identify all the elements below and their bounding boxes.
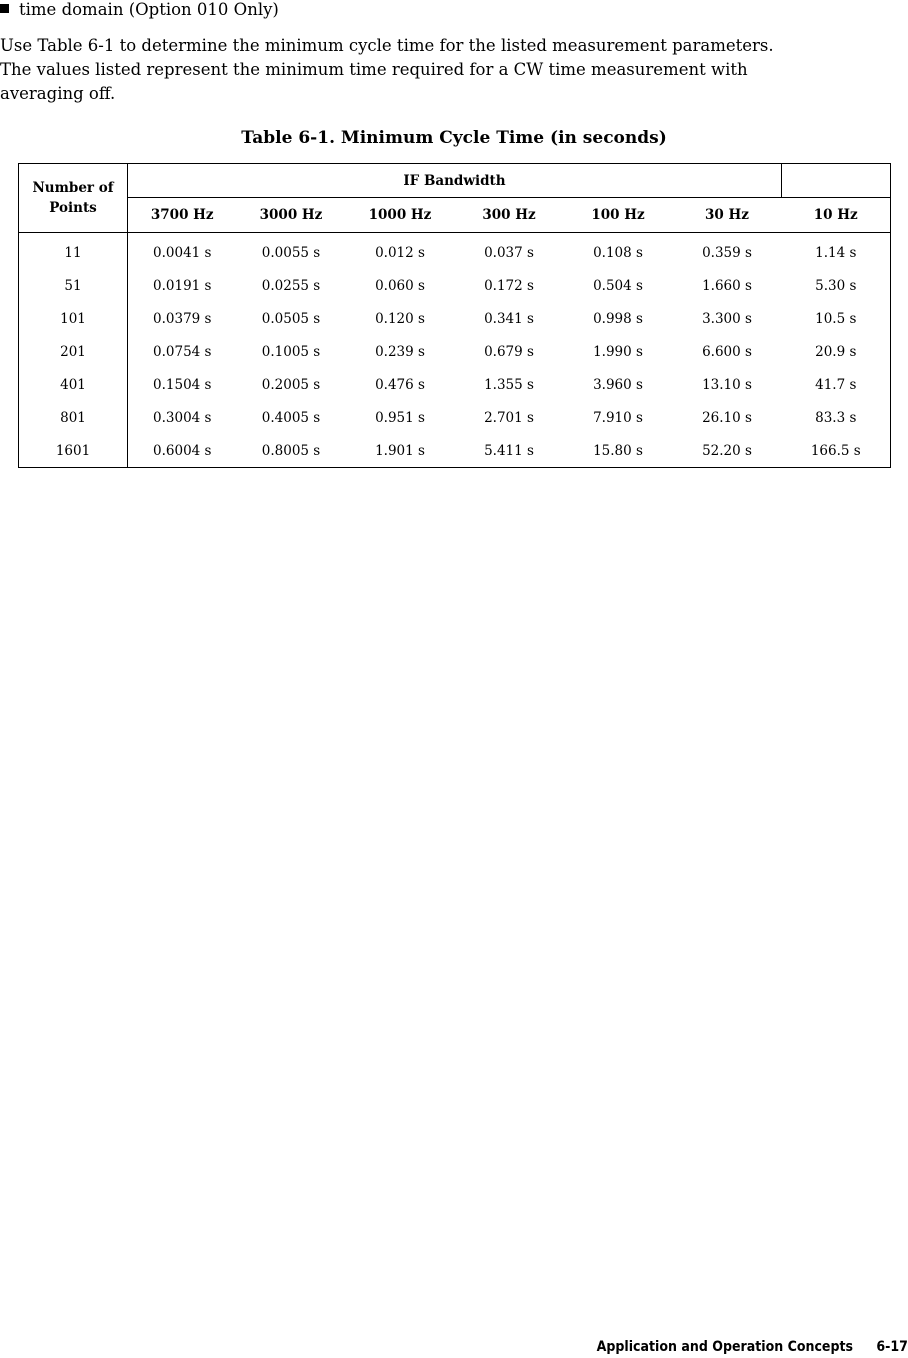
points-cell: 101 [19, 302, 128, 335]
bandwidth-header: IF Bandwidth [128, 164, 782, 198]
table-title: Table 6-1. Minimum Cycle Time (in seconds) [241, 128, 667, 148]
table-row [19, 434, 891, 468]
points-cell: 1601 [19, 434, 128, 468]
cycle-time-cell: 5.411 s [455, 434, 564, 468]
cycle-time-cell: 3.300 s [702, 310, 752, 327]
cycle-time-cell: 15.80 s [564, 434, 673, 468]
bandwidth-header-blank [782, 164, 891, 198]
cycle-time-cell: 0.0055 s [261, 244, 321, 261]
cycle-time-cell: 0.1005 s [261, 343, 321, 360]
table-row [19, 335, 891, 368]
intro-paragraph [0, 34, 900, 106]
table-row [19, 368, 891, 401]
cycle-time-cell: 6.600 s [702, 343, 752, 360]
points-cell: 401 [19, 368, 128, 401]
footer-section: Application and Operation Concepts [596, 1339, 854, 1355]
points-header-label: Number of Points [32, 180, 114, 216]
cycle-time-cell: 0.679 s [484, 343, 534, 360]
cycle-time-cell: 0.108 s [593, 244, 643, 261]
page-footer [597, 1336, 908, 1358]
cycle-time-cell: 0.0754 s [153, 343, 212, 360]
cycle-time-cell: 0.0255 s [261, 277, 321, 294]
footer-page-number: 6-17 [876, 1339, 908, 1355]
cycle-time-cell: 41.7 s [782, 368, 891, 401]
cycle-time-cell: 0.012 s [375, 244, 425, 261]
cycle-time-cell: 0.1504 s [153, 376, 212, 393]
table-row [19, 269, 891, 302]
cycle-time-cell: 1.660 s [702, 277, 752, 294]
cycle-time-cell: 1.14 s [782, 233, 891, 270]
cycle-time-table [18, 163, 891, 468]
cycle-time-cell: 0.4005 s [261, 409, 321, 426]
bullet-square-icon [0, 4, 9, 13]
cycle-time-cell: 0.6004 s [128, 434, 237, 468]
cycle-time-cell: 0.359 s [702, 244, 752, 261]
points-header [19, 164, 128, 233]
cycle-time-cell: 0.504 s [593, 277, 643, 294]
cycle-time-cell: 10.5 s [782, 302, 891, 335]
cycle-time-cell: 1.355 s [484, 376, 534, 393]
cycle-time-cell: 26.10 s [702, 409, 752, 426]
cycle-time-cell: 0.060 s [375, 277, 425, 294]
cycle-time-cell: 5.30 s [782, 269, 891, 302]
bandwidth-column-header: 300 Hz [455, 198, 564, 233]
cycle-time-cell: 20.9 s [782, 335, 891, 368]
points-cell: 201 [19, 335, 128, 368]
bandwidth-column-header: 3700 Hz [128, 198, 237, 233]
cycle-time-cell: 0.476 s [375, 376, 425, 393]
cycle-time-cell: 0.037 s [484, 244, 534, 261]
cycle-time-cell: 0.998 s [593, 310, 643, 327]
intro-line-2: The values listed represent the minimum time required for a CW time measurement with [0, 60, 748, 79]
cycle-time-cell: 0.172 s [484, 277, 534, 294]
cycle-time-cell: 1.901 s [346, 434, 455, 468]
cycle-time-cell: 0.239 s [375, 343, 425, 360]
bullet-item [0, 0, 279, 20]
bandwidth-column-header: 1000 Hz [346, 198, 455, 233]
cycle-time-cell: 83.3 s [782, 401, 891, 434]
points-cell: 801 [19, 401, 128, 434]
bullet-text: time domain (Option 010 Only) [19, 0, 279, 19]
cycle-time-cell: 166.5 s [782, 434, 891, 468]
intro-line-1: Use Table 6-1 to determine the minimum cycle time for the listed measurement parameters. [0, 36, 774, 55]
bandwidth-column-header: 30 Hz [673, 198, 782, 233]
cycle-time-cell: 0.0379 s [153, 310, 212, 327]
cycle-time-cell: 0.8005 s [237, 434, 346, 468]
cycle-time-cell: 0.3004 s [153, 409, 212, 426]
intro-line-3: averaging off. [0, 84, 116, 103]
cycle-time-cell: 3.960 s [593, 376, 643, 393]
cycle-time-cell: 0.951 s [375, 409, 425, 426]
cycle-time-cell: 52.20 s [673, 434, 782, 468]
cycle-time-cell: 0.120 s [375, 310, 425, 327]
cycle-time-cell: 0.341 s [484, 310, 534, 327]
cycle-time-cell: 13.10 s [702, 376, 752, 393]
points-cell: 51 [19, 269, 128, 302]
cycle-time-cell: 1.990 s [593, 343, 643, 360]
points-cell: 11 [19, 233, 128, 270]
table-row [19, 233, 891, 270]
table-row [19, 302, 891, 335]
cycle-time-cell: 0.0191 s [153, 277, 212, 294]
cycle-time-cell: 0.0505 s [261, 310, 321, 327]
cycle-time-cell: 7.910 s [593, 409, 643, 426]
cycle-time-cell: 0.2005 s [261, 376, 321, 393]
table-row [19, 401, 891, 434]
bandwidth-column-header: 100 Hz [564, 198, 673, 233]
bandwidth-column-header: 3000 Hz [237, 198, 346, 233]
bandwidth-column-header: 10 Hz [782, 198, 891, 233]
cycle-time-cell: 2.701 s [484, 409, 534, 426]
cycle-time-cell: 0.0041 s [153, 244, 212, 261]
